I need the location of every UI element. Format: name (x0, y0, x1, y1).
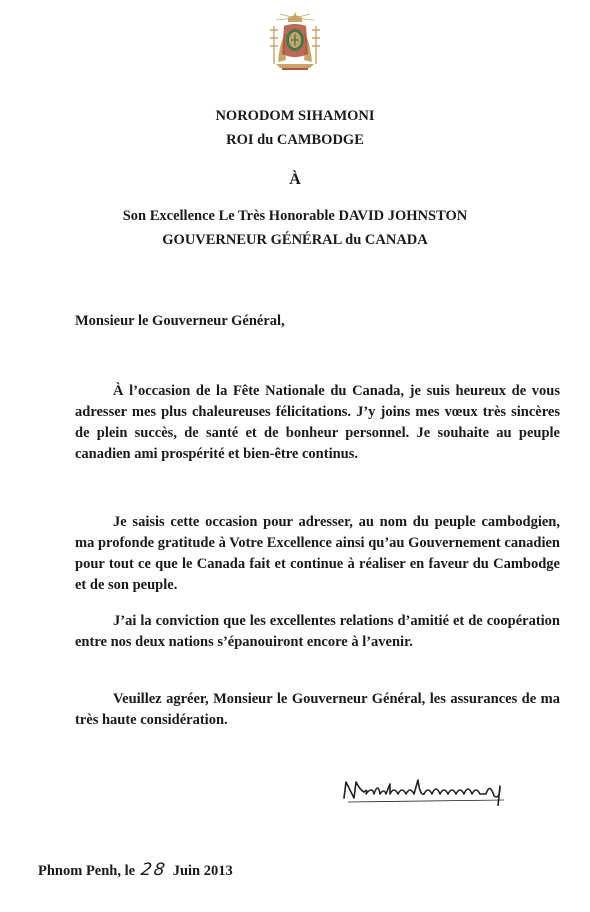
salutation: Monsieur le Gouverneur Général, (75, 313, 285, 329)
royal-coat-of-arms-icon (262, 10, 328, 72)
paragraph-1: À l’occasion de la Fête Nationale du Canada, je suis heureux de vous adresser mes plus chaleureuses félicitations. J’y joins mes vœux très sincères de plein succès, de santé et de bonheur personnel. Je souhaite au peuple canadien ami prospérité et bien-être continus. (75, 383, 560, 462)
month-year: Juin 2013 (172, 863, 233, 879)
place-date-line (38, 860, 233, 880)
sender-title: ROI du CAMBODGE (226, 132, 364, 148)
recipient-preposition: À (289, 171, 301, 188)
paragraph-4: Veuillez agréer, Monsieur le Gouverneur Général, les assurances de ma très haute considération. (75, 691, 560, 728)
paragraph-2: Je saisis cette occasion pour adresser, au nom du peuple cambodgien, ma profonde gratitude à Votre Excellence ainsi qu’au Gouvernement canadien pour tout ce que le Canada fait et continue à réaliser en faveur du Cambodge et de son peuple. (75, 514, 560, 593)
sender-name: NORODOM SIHAMONI (215, 108, 375, 124)
place-label: Phnom Penh, le (38, 863, 136, 879)
handwritten-signature (340, 772, 516, 806)
recipient-line-2: GOUVERNEUR GÉNÉRAL du CANADA (162, 232, 428, 248)
recipient-line-1: Son Excellence Le Très Honorable DAVID JOHNSTON (122, 208, 468, 224)
handwritten-day: 28 (139, 860, 169, 880)
paragraph-3: J’ai la conviction que les excellentes relations d’amitié et de coopération entre nos deux nations s’épanouiront encore à l’avenir. (75, 613, 560, 650)
